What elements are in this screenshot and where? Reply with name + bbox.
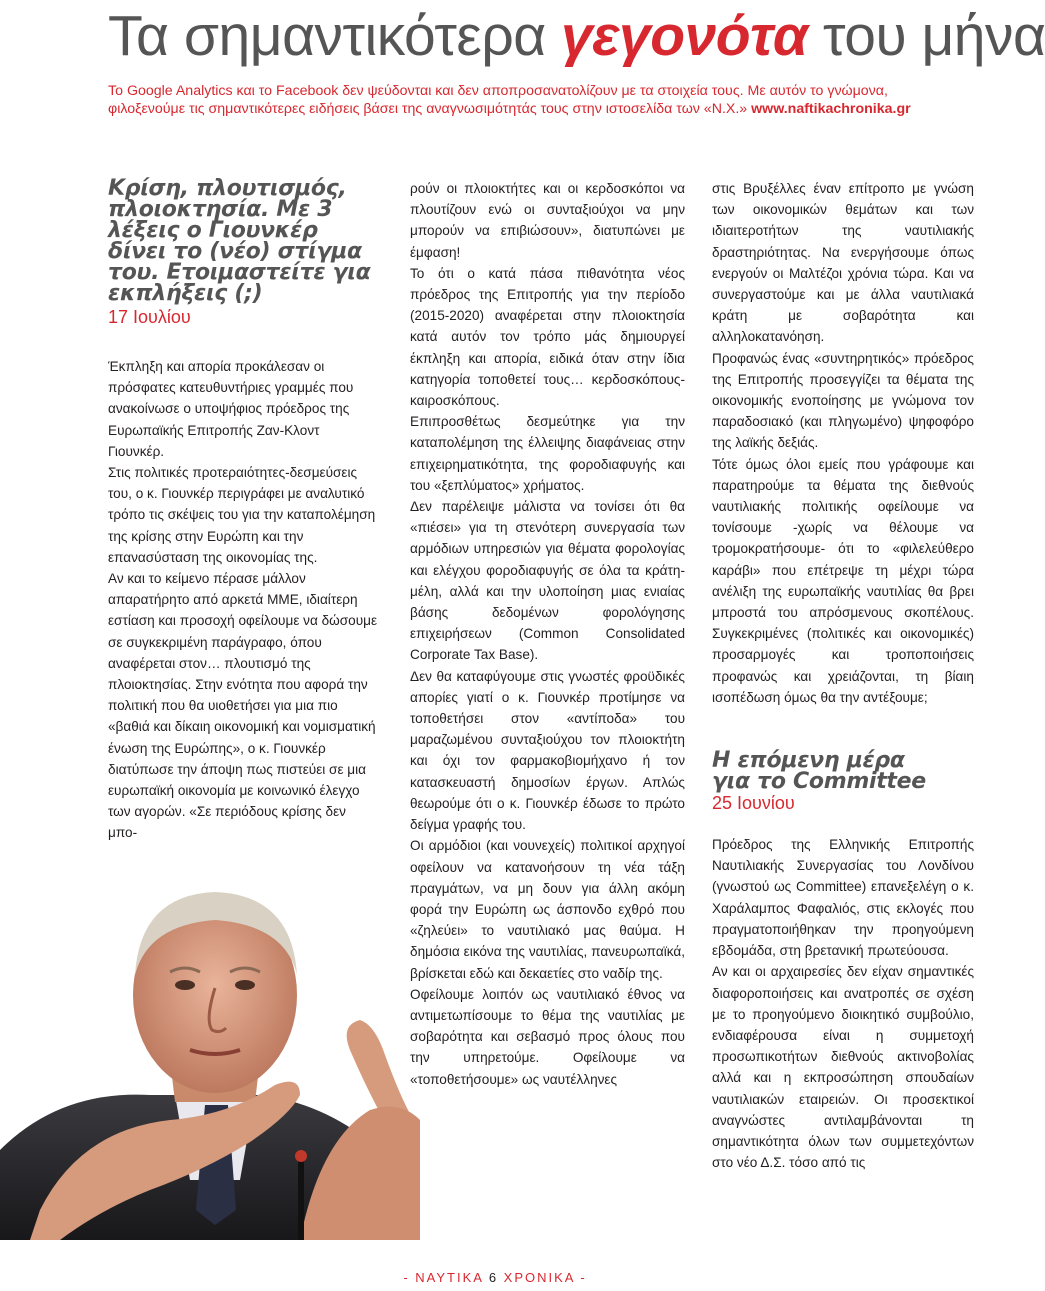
article-1-paragraph: Αν και το κείμενο πέρασε μάλλον απαρατήρητο από αρκετά ΜΜΕ, ιδιαίτερη εστίαση και προσοχή οφείλουμε να δώσουμε σε συγκεκριμένη παράγραφο, όπου αναφέρεται στον… πλουτισμό της πλοιοκτησίας. Στην ενότητα που αφορά την πολιτική που θα υιοθετήσει για μια πιο «βαθιά και δίκαιη οικονομική και νομισματική ένωση της Ευρώπης», ο κ. Γιουνκέρ διατύπωσε την άποψη πως πιστεύει σε μια ευρωπαϊκή οικονομία με κοινωνικό έλεγχο των αγορών. «Σε περιόδους κρίσης δεν μπο- (108, 571, 378, 841)
article-2-date: 25 Ιουνίου (712, 793, 795, 814)
column-1 (108, 178, 378, 844)
intro-text (108, 82, 988, 118)
article-1-paragraph: Έκπληξη και απορία προκάλεσαν οι πρόσφατες κατευθυντήριες γραμμές που ανακοίνωσε ο υποψήφιος πρόεδρος της Ευρωπαϊκής Επιτροπής Ζαν-Κλοντ Γιουνκέρ. (108, 359, 354, 459)
article-2-headline-line-2: για το Committee (712, 769, 926, 795)
article-1-paragraph: Οφείλουμε λοιπόν ως ναυτιλιακό έθνος να αντιμετωπίσουμε το θέμα της ναυτιλίας με σοβαρότητα και σεβασμό προς όλους που την υπηρετούμε. Οφείλουμε να «τοποθετήσουμε» ως ναυτέλληνες (410, 986, 685, 1087)
article-1-date: 17 Ιουλίου (108, 307, 191, 327)
article-1-paragraph: Επιπροσθέτως δεσμεύτηκε για την καταπολέμηση της έλλειψης διαφάνειας στην επιχειρηματικότητα, της φοροδιαφυγής και του «ξεπλύματος» χρήματος. (410, 414, 685, 493)
article-1-paragraph: στις Βρυξέλλες έναν επίτροπο με γνώση των οικονομικών θεμάτων και των ιδιαιτεροτήτων της ναυτιλιακής δραστηριότητας. Να ενεργήσουμε όπως ενεργούν οι Μαλτέζοι χρόνια τώρα. Και να συνεργαστούμε και με άλλα ναυτιλιακά κράτη με σοβαρότητα και αλληλοκατανόηση. (712, 181, 974, 345)
intro-line-2-text: φιλοξενούμε τις σημαντικότερες ειδήσεις βάσει της αναγνωσιμότητάς τους στην ιστοσελίδα των «Ν.Χ.» (108, 101, 748, 117)
article-1-paragraph: Στις πολιτικές προτεραιότητες-δεσμεύσεις του, ο κ. Γιουνκέρ περιγράφει με αναλυτικό τρόπο τις σκέψεις του για την καταπολέμηση της κρίσης στην Ευρώπη και την επανασύσταση της οικονομίας της. (108, 465, 376, 565)
article-1-paragraph: Τότε όμως όλοι εμείς που γράφουμε και παρατηρούμε τα θέματα της διεθνούς ναυτιλιακής πολιτικής οφείλουμε να τονίσουμε -χωρίς να θέλουμε να τρομοκρατήσουμε- ότι το «φιλελεύθερο καράβι» που επέτρεψε τη μέχρι τώρα ανέλιξη της ευρωπαϊκής ναυτιλίας θα βρει μπροστά του απρόσμενους σκοπέλους. Συγκεκριμένες (πολιτικές και οικονομικές) προσαρμογές και τροποποιήσεις προφανώς και χρειάζονται, τη βίαιη ισοπέδωση όμως θα την αντέξουμε; (712, 456, 974, 705)
article-2-paragraph: Αν και οι αρχαιρεσίες δεν είχαν σημαντικές διαφοροποιήσεις και ανατροπές σε σχέση με το προηγούμενο διοικητικό συμβούλιο, ενδιαφέρουσα είναι η συμμετοχή προσωπικοτήτων διεθνούς ακτινοβολίας αλλά και η εκπροσώπηση σπουδαίων ναυτιλιακών εταιρειών. Οι προσεκτικοί αναγνώστες αντιλαμβάνονται τη σημαντικότητα όλων των συμμετεχόντων στο νέο Δ.Σ. τόσο από τις (712, 964, 974, 1171)
article-1-paragraph: Δεν θα καταφύγουμε στις γνωστές φροϋδικές απορίες γιατί ο κ. Γιουνκέρ προτίμησε να τοποθετήσει στον «αντίποδα» του μαραζωμένου συνταξιούχου τον πλοιοκτήτη και όχι τον φαρμακοβιομήχανο ή τον κατασκευαστή δημοσίων έργων. Απλώς θεωρούμε ότι ο κ. Γιουνκέρ έδωσε το πρώτο δείγμα γραφής του. (410, 668, 685, 833)
website-url: www.naftikachronika.gr (747, 101, 911, 117)
title-post: του μήνα (807, 4, 1045, 68)
page-title (108, 0, 1045, 72)
article-1-paragraph: Το ότι ο κατά πάσα πιθανότητα νέος πρόεδρος της Επιτροπής για την περίοδο (2015-2020) αναφέρεται στην πλοιοκτησία κατά αυτόν τον τρόπο μάς δημιουργεί έκπληξη και απορία, ειδικά όταν στην ίδια κατηγορία τοποθετεί τους… κερδοσκόπους-καιροσκόπους. (410, 265, 685, 409)
column-3 (712, 178, 974, 1173)
footer-left: - ΝΑΥΤΙΚΑ (403, 1270, 489, 1285)
page-number: 6 (488, 1270, 499, 1285)
article-1-paragraph: Δεν παρέλειψε μάλιστα να τονίσει ότι θα «πιέσει» για τη στενότερη συνεργασία των αρμόδιων υπηρεσιών για θέματα φορολογίας και ελέγχου φοροδιαφυγής σε όλα τα κράτη-μέλη, αλλά και την υλοποίηση μιας ενιαίας βάσης δεδομένων φορολόγησης επιχειρήσεων (Common Consolidated Corporate Tax Base). (410, 499, 685, 663)
footer-right: ΧΡΟΝΙΚΑ - (498, 1270, 587, 1285)
article-2-headline (712, 748, 974, 795)
title-pre: Τα σημαντικότερα (108, 4, 562, 68)
article-2-paragraph: Πρόεδρος της Ελληνικής Επιτροπής Ναυτιλιακής Συνεργασίας του Λονδίνου (γνωστού ως Committee) επανεξελέγη ο κ. Χαράλαμπος Φαφαλιός, στις εκλογές που πραγματοποιήθηκαν την προηγούμενη εβδομάδα, στη βρετανική πρωτεύουσα. (712, 837, 974, 959)
article-1-paragraph: Προφανώς ένας «συντηρητικός» πρόεδρος της Επιτροπής προσεγγίζει τα θέματα της οικονομικής ενοποίησης με γνώμονα τον παραδοσιακό (και πληγωμένο) ψηφοφόρο της λαϊκής δεξιάς. (712, 350, 974, 451)
page-footer (0, 1270, 990, 1285)
intro-line-1: Το Google Analytics και το Facebook δεν ψεύδονται και δεν αποπροσανατολίζουν με τα στοιχεία τους. Με αυτόν το γνώμονα, (108, 83, 888, 99)
portrait-photo (0, 880, 420, 1240)
article-1-paragraph: Οι αρμόδιοι (και νουνεχείς) πολιτικοί αρχηγοί οφείλουν να κατανοήσουν τη νέα τάξη πραγμάτων, να μη δουν για άλλη ακόμη φορά την Ευρώπη ως άσπονδο εχθρό που «ζηλεύει» το ναυτιλιακό μας θαύμα. Η δημόσια εικόνα της ναυτιλίας, πανευρωπαϊκά, βρίσκεται εδώ και δεκαετίες στο ναδίρ της. (410, 838, 685, 981)
article-1-headline: Κρίση, πλουτισμός, πλοιοκτησία. Με 3 λέξεις ο Γιουνκέρ δίνει το (νέο) στίγμα του. Ετοιμαστείτε για εκπλήξεις (;) (108, 176, 371, 306)
title-emphasis: γεγονότα (561, 4, 808, 68)
intro-line-2 (108, 100, 988, 118)
article-2-headline-line-1: Η επόμενη μέρα (712, 748, 905, 774)
column-2 (410, 178, 685, 1090)
article-1-paragraph: ρούν οι πλοιοκτήτες και οι κερδοσκόποι να πλουτίζουν ενώ οι συνταξιούχοι να μην μπορούν να επιβιώσουν», διατυπώνει με έμφαση! (410, 181, 685, 260)
